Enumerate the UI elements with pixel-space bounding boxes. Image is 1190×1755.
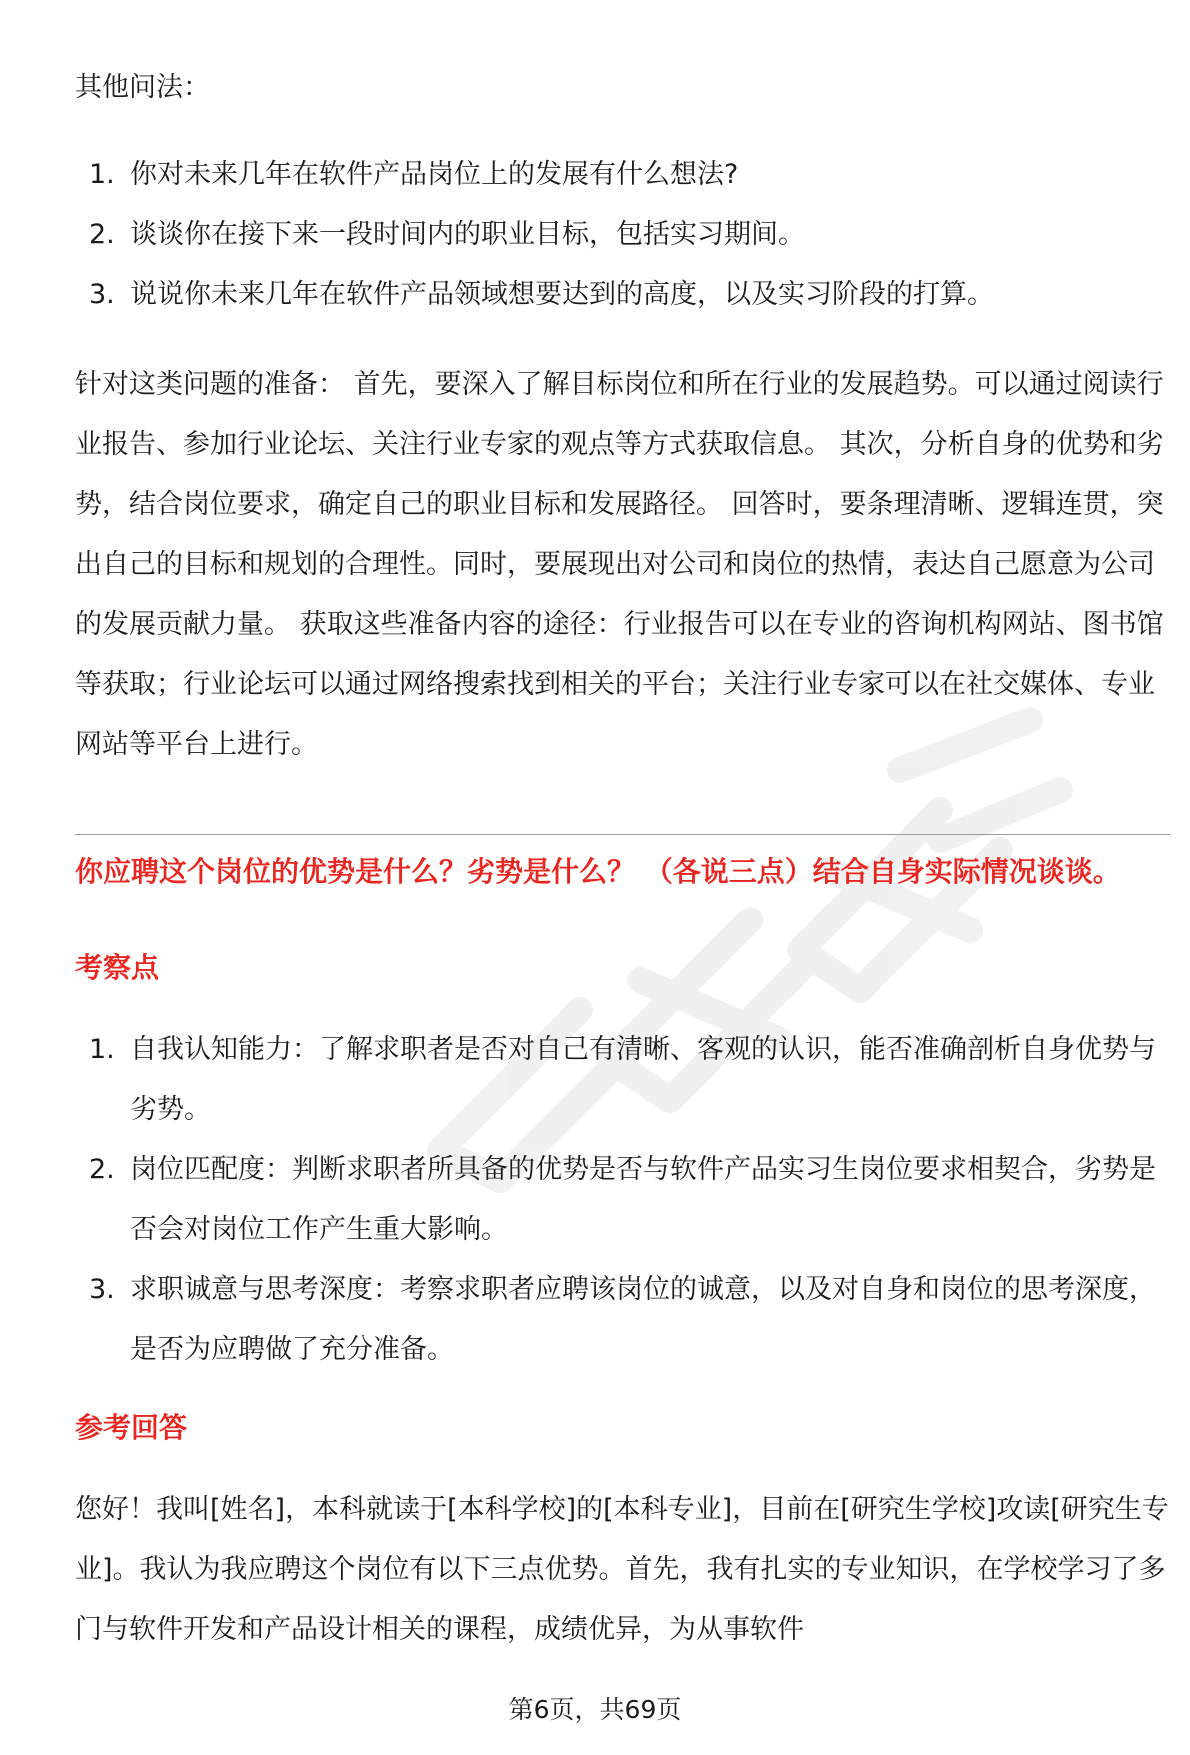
list-number: 1. [89, 159, 115, 190]
list-number: 2. [89, 1154, 115, 1185]
list-text: 岗位匹配度：判断求职者所具备的优势是否与软件产品实习生岗位要求相契合，劣势是否会对岗位工作产生重大影响。 [130, 1154, 1156, 1245]
list-item [75, 1020, 1170, 1140]
section-divider [75, 834, 1170, 835]
list-number: 3. [89, 1274, 115, 1305]
list-item [75, 1260, 1170, 1380]
list-number: 2. [89, 219, 115, 250]
list-number: 1. [89, 1034, 115, 1065]
list-item [75, 265, 1170, 325]
other-questions-intro: 其他问法： [75, 72, 210, 103]
list-text: 求职诚意与思考深度：考察求职者应聘该岗位的诚意，以及对自身和岗位的思考深度，是否为应聘做了充分准备。 [130, 1274, 1156, 1365]
assessment-points-list [75, 1020, 1170, 1380]
reference-heading: 参考回答 [75, 1411, 188, 1444]
question-title: 你应聘这个岗位的优势是什么？劣势是什么？ （各说三点）结合自身实际情况谈谈。 [75, 855, 1121, 888]
list-text: 谈谈你在接下来一段时间内的职业目标，包括实习期间。 [130, 219, 805, 250]
list-text: 说说你未来几年在软件产品领域想要达到的高度，以及实习阶段的打算。 [130, 279, 994, 310]
other-questions-list [75, 145, 1170, 325]
list-number: 3. [89, 279, 115, 310]
list-item [75, 145, 1170, 205]
page-footer: 第6页，共69页 [508, 1695, 682, 1724]
list-item [75, 205, 1170, 265]
assessment-heading: 考察点 [75, 951, 160, 984]
list-text: 自我认知能力：了解求职者是否对自己有清晰、客观的认识，能否准确剖析自身优势与劣势。 [130, 1034, 1156, 1125]
reference-answer: 您好！我叫[姓名]，本科就读于[本科学校]的[本科专业]，目前在[研究生学校]攻读[研究生专业]。我认为我应聘这个岗位有以下三点优势。首先，我有扎实的专业知识，在学校学习了多门与软件开发和产品设计相关的课程，成绩优异，为从事软件 [75, 1494, 1169, 1645]
preparation-paragraph: 针对这类问题的准备： 首先，要深入了解目标岗位和所在行业的发展趋势。可以通过阅读行业报告、参加行业论坛、关注行业专家的观点等方式获取信息。 其次，分析自身的优势和劣势，结合岗位要求，确定自己的职业目标和发展路径。 回答时，要条理清晰、逻辑连贯，突出自己的目标和规划的合理性。同时，要展现出对公司和岗位的热情，表达自己愿意为公司的发展贡献力量。 获取这些准备内容的途径：行业报告可以在专业的咨询机构网站、图书馆等获取；行业论坛可以通过网络搜索找到相关的平台；关注行业专家可以在社交媒体、专业网站等平台上进行。 [75, 369, 1164, 760]
list-text: 你对未来几年在软件产品岗位上的发展有什么想法? [130, 159, 739, 190]
list-item [75, 1140, 1170, 1260]
